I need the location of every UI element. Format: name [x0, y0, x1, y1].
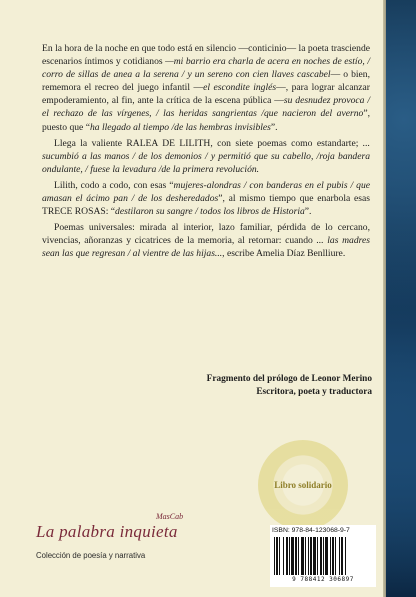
blurb-paragraph — [42, 42, 370, 134]
barcode-bar — [332, 537, 334, 575]
barcode-bar — [330, 537, 331, 575]
blurb-text — [42, 42, 370, 264]
solidarity-badge — [258, 440, 348, 530]
barcode-bar — [335, 537, 336, 575]
barcode-bar — [295, 537, 297, 575]
barcode-bar — [341, 537, 343, 575]
barcode-bar — [289, 537, 290, 575]
quote-run: —mi barrio era charla de acera en noches de estío, / corro de sillas de anea a la serena / y un sereno con cien llaves cascabel — [42, 56, 370, 81]
text-run: En la hora de la noche en que todo está en silencio —conticinio— la poeta trasciende escenarios íntimos y cotidianos — [42, 43, 370, 68]
text-run: Lilith, codo a codo, con esas “ — [54, 179, 174, 191]
barcode-bar — [345, 537, 346, 575]
prologue-credit-line2: Escritora, poeta y traductora — [256, 387, 372, 397]
text-run: ”, puesto que “ — [42, 108, 370, 133]
quote-run: su desnudez provoca / el rechazo de las vírgenes, / las heridas sangrientas /que nacieron del averno — [42, 95, 370, 120]
quote-run: ... sucumbió a las manos / de los demonios / y permitió que su cabello, /roja bandera ondulante, / fuese la levadura /de la primera revolución. — [42, 137, 370, 175]
text-run: Poemas universales: mirada al interior, lazo familiar, pérdida de lo cercano, vivencias, añoranzas y cicatrices de la memoria, al retornar: cuando — [42, 222, 370, 247]
isbn-text: ISBN: 978-84-123068-9-7 — [272, 527, 350, 534]
barcode-bar — [283, 537, 284, 575]
collection-title: La palabra inquieta — [36, 522, 178, 541]
text-run: ”. — [270, 121, 278, 133]
publisher-logo — [36, 512, 236, 592]
blurb-paragraph — [42, 221, 370, 260]
quote-run: ha llegado al tiempo /de las hembras invisibles — [89, 121, 271, 133]
barcode-bar — [276, 537, 278, 575]
barcode-bar — [320, 537, 322, 575]
barcode-bar — [305, 537, 306, 575]
barcode-bar — [286, 537, 288, 575]
barcode-bars — [274, 537, 372, 575]
barcode-bar — [274, 537, 275, 575]
barcode-bar — [308, 537, 309, 575]
blurb-paragraph — [42, 179, 370, 218]
barcode-bar — [279, 537, 280, 575]
collection-subtitle: Colección de poesía y narrativa — [36, 551, 146, 560]
isbn-barcode — [270, 525, 376, 587]
barcode-bar — [313, 537, 316, 575]
text-run: —, para lograr alcanzar empoderamiento, al fin, ante la crítica de la escena pública — — [42, 82, 370, 107]
prologue-credit-line1: Fragmento del prólogo de Leonor Merino — [206, 374, 372, 384]
quote-run: destilaron su sangre / todos los libros de Historia — [115, 206, 305, 218]
barcode-bar — [325, 537, 328, 575]
barcode-bar — [310, 537, 312, 575]
quote-run: mujeres-alondras / con banderas en el pubis / que amasan el ácimo pan / de los desheredados — [42, 179, 371, 205]
book-spine — [386, 0, 416, 597]
barcode-bar — [291, 537, 294, 575]
barcode-bar — [323, 537, 324, 575]
text-run: , escribe Amelia Díaz Benlliure. — [222, 248, 346, 260]
blurb-paragraph — [42, 137, 370, 176]
quote-run: el escondite inglés — [203, 82, 277, 94]
barcode-bar — [298, 537, 299, 575]
quote-run: ... las madres sean las que regresan / al vientre de las hijas... — [42, 235, 370, 260]
publisher-mark: MasCab — [156, 512, 184, 521]
barcode-digits: 9 788412 306897 — [292, 576, 354, 583]
text-run: Llega la valiente RALEA DE LILITH, con siete poemas como estandarte; — [54, 137, 363, 149]
text-run: ”. — [304, 206, 312, 218]
barcode-bar — [301, 537, 304, 575]
text-run: ”, al mismo tiempo que enarbola esas TRECE ROSAS: “ — [42, 193, 370, 218]
barcode-bar — [317, 537, 318, 575]
solidarity-badge-label: Libro solidario — [274, 480, 332, 490]
prologue-credit — [160, 373, 372, 399]
barcode-bar — [339, 537, 340, 575]
text-run: — o bien, rememora el recreo del juego infantil — — [42, 69, 370, 94]
